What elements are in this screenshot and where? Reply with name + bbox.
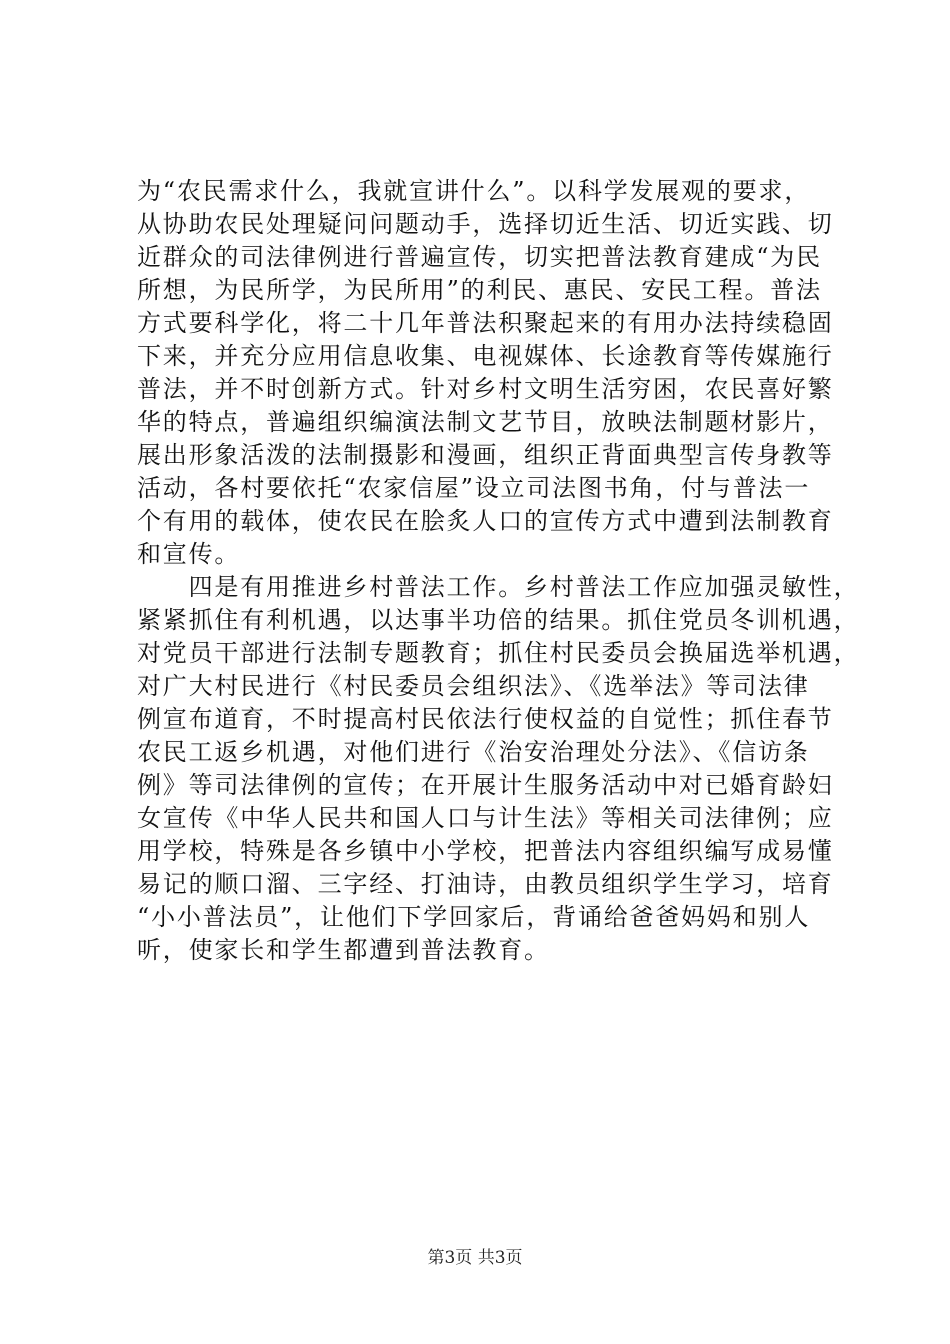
text-line: 和宣传。	[137, 540, 241, 568]
text-line: “小小普法员”，让他们下学回家后，背诵给爸爸妈妈和别人	[137, 903, 811, 931]
text-line: 个有用的载体，使农民在脍炙人口的宣传方式中遭到法制教育	[137, 507, 834, 535]
text-line: 展出形象活泼的法制摄影和漫画，组织正背面典型言传身教等	[137, 441, 834, 469]
text-line: 下来，并充分应用信息收集、电视媒体、长途教育等传媒施行	[137, 342, 834, 370]
text-line: 华的特点，普遍组织编演法制文艺节目，放映法制题材影片，	[137, 408, 834, 436]
text-line: 对党员干部进行法制专题教育；抓住村民委员会换届选举机遇，	[137, 639, 860, 667]
text-line: 用学校，特殊是各乡镇中小学校，把普法内容组织编写成易懂	[137, 837, 834, 865]
text-line: 紧紧抓住有利机遇，以达事半功倍的结果。抓住党员冬训机遇，	[137, 606, 860, 634]
text-line: 女宣传《中华人民共和国人口与计生法》等相关司法律例；应	[137, 804, 834, 832]
text-line: 听，使家长和学生都遭到普法教育。	[137, 936, 550, 964]
text-line: 为“农民需求什么，我就宣讲什么”。以科学发展观的要求，	[137, 177, 811, 205]
text-line: 易记的顺口溜、三字经、打油诗，由教员组织学生学习，培育	[137, 870, 834, 898]
text-line: 从协助农民处理疑问问题动手，选择切近生活、切近实践、切	[137, 210, 834, 238]
text-line: 例宣布道育，不时提高村民依法行使权益的自觉性；抓住春节	[137, 705, 834, 733]
text-line: 对广大村民进行《村民委员会组织法》、《选举法》等司法律	[137, 672, 810, 700]
text-line: 例》等司法律例的宣传；在开展计生服务活动中对已婚育龄妇	[137, 771, 834, 799]
text-line: 四是有用推进乡村普法工作。乡村普法工作应加强灵敏性，	[137, 573, 860, 601]
text-line: 所想，为民所学，为民所用”的利民、惠民、安民工程。普法	[137, 276, 822, 304]
body-text	[137, 175, 860, 967]
text-line: 方式要科学化，将二十几年普法积聚起来的有用办法持续稳固	[137, 309, 834, 337]
page-number-footer: 第3页 共3页	[427, 1248, 523, 1268]
text-line: 农民工返乡机遇，对他们进行《治安治理处分法》、《信访条	[137, 738, 810, 766]
text-line: 近群众的司法律例进行普遍宣传，切实把普法教育建成“为民	[137, 243, 822, 271]
text-line: 普法，并不时创新方式。针对乡村文明生活穷困，农民喜好繁	[137, 375, 834, 403]
text-line: 活动，各村要依托“农家信屋”设立司法图书角，付与普法一	[137, 474, 811, 502]
